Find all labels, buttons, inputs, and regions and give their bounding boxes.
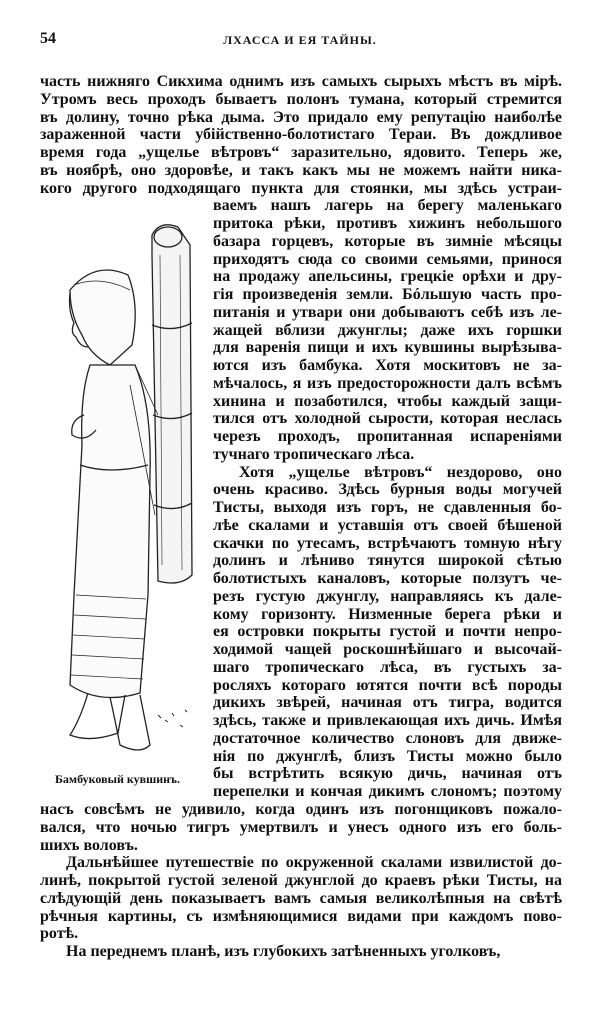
text-line: для варенія пищи и ихъ кувшины вырѣзыва-: [213, 339, 562, 357]
text-line: Утромъ весь проходъ бываетъ полонъ тумана, который стремится: [40, 90, 562, 108]
text-line: время года „ущелье вѣтровъ“ заразительно, ядовито. Теперь же,: [40, 144, 562, 161]
text-line: нія по джунглѣ, близъ Тисты можно было: [213, 747, 562, 765]
text-line: дикихъ звѣрей, начиная отъ тигра, водится: [213, 694, 562, 712]
text-line: Хотя „ущелье вѣтровъ“ нездорово, оно: [239, 463, 562, 481]
text-line: въ ноябрѣ, оно здоровѣе, и такъ какъ мы не можемъ найти ника-: [40, 161, 562, 179]
text-line: питанія и утвари они добываютъ себѣ изъ ле-: [213, 303, 562, 321]
text-line: скачки по утесамъ, встрѣчаютъ томную нѣгу: [213, 534, 562, 552]
text-line: достаточное количество слоновъ для движе-: [213, 729, 562, 747]
page-number: 54: [40, 30, 56, 47]
text-block-bottom: [40, 801, 562, 961]
text-block-top: [40, 73, 562, 197]
text-line: шаго тропическаго лѣса, въ густыхъ за-: [213, 658, 562, 676]
text-line: ются изъ бамбука. Хотя москитовъ не за-: [213, 357, 562, 374]
text-line: бы встрѣтить всякую дичь, начиная отъ: [213, 765, 562, 783]
text-line: хинина и позаботился, чтобы каждый защи-: [213, 392, 562, 410]
text-line: тился отъ холодной сырости, которая неслась: [213, 410, 562, 428]
text-line: на продажу апельсины, грецкіе орѣхи и дру-: [213, 268, 562, 286]
text-line: Тисты, выходя изъ горъ, не сдавленныя бо-: [213, 499, 562, 516]
text-line: очень красиво. Здѣсь бурныя воды могучей: [213, 481, 562, 499]
text-line: линѣ, покрытой густой зеленой джунглой до краевъ рѣки Тисты, на: [40, 872, 562, 889]
text-line: кому горизонту. Низменные берега рѣки и: [213, 605, 562, 623]
bamboo-jug-illustration: [40, 215, 215, 775]
text-line: слѣдующій день показываетъ вамъ самыя великолѣпныя на свѣтѣ: [40, 889, 562, 907]
text-line: гія произведенія земли. Бóльшую часть про-: [213, 286, 562, 303]
text-line: долинъ и лѣниво тянутся широкой сѣтью: [213, 552, 562, 570]
running-title: ЛХАССА И ЕЯ ТАЙНЫ.: [223, 33, 377, 47]
text-line: здѣсь, также и привлекающая ихъ дичь. Имѣя: [213, 712, 562, 729]
text-line: въ долину, точно рѣка дыма. Это придало ему репутацію наиболѣе: [40, 108, 562, 126]
text-line: шихъ воловъ.: [40, 836, 138, 854]
text-line: зараженной части убійственно-болотистаго Тераи. Въ дождливое: [40, 126, 562, 144]
text-line: приходятъ сюда со своими семьями, принося: [213, 250, 562, 268]
text-line: вался, что ночью тигръ умертвилъ и унесъ одного изъ его боль-: [40, 818, 562, 836]
text-line: рѣчныя картины, съ измѣняющимися видами при каждомъ пово-: [40, 907, 562, 925]
text-line: часть нижняго Сикхима однимъ изъ самыхъ сырыхъ мѣстъ въ мірѣ.: [40, 73, 562, 90]
text-line: базара горцевъ, которые въ зимніе мѣсяцы: [213, 232, 562, 250]
text-line: лѣе скалами и уставшія отъ своей бѣшеной: [213, 516, 562, 534]
text-line: Дальнѣйшее путешествіе по окруженной скалами извилистой до-: [66, 854, 562, 872]
text-line: резъ густую джунглу, направляясь къ дале-: [213, 587, 562, 605]
text-line: перепелки и кончая дикимъ слономъ; поэтому: [213, 783, 562, 800]
text-line: тучнаго тропическаго лѣса.: [213, 445, 415, 463]
text-line: насъ совсѣмъ не удивило, когда одинъ изъ погонщиковъ пожало-: [40, 801, 562, 818]
text-line: черезъ проходъ, пропитанная испареніями: [213, 428, 562, 445]
text-line: притока рѣки, противъ хижинъ небольшого: [213, 215, 562, 232]
text-line: ротѣ.: [40, 925, 79, 943]
text-block-beside-figure: [213, 197, 562, 801]
text-line: болотистыхъ каналовъ, которые ползутъ че-: [213, 570, 562, 587]
text-line: ея островки покрыты густой и почти непро-: [213, 623, 562, 641]
text-line: ходимой чащей роскошнѣйшаго и высочай-: [213, 641, 562, 658]
text-line: кого другого подходящаго пункта для стоянки, мы здѣсь устраи-: [40, 179, 562, 197]
text-line: росляхъ котораго ютятся почти всѣ породы: [213, 676, 562, 694]
text-line: жащей вблизи джунглы; даже ихъ горшки: [213, 321, 562, 339]
text-line: На переднемъ планѣ, изъ глубокихъ затѣненныхъ уголковъ,: [66, 943, 501, 960]
text-line: ваемъ нашъ лагерь на берегу маленькаго: [213, 197, 562, 215]
text-line: мѣчалось, я изъ предосторожности далъ всѣмъ: [213, 374, 562, 392]
figure-caption: Бамбуковый кувшинъ.: [55, 772, 181, 786]
